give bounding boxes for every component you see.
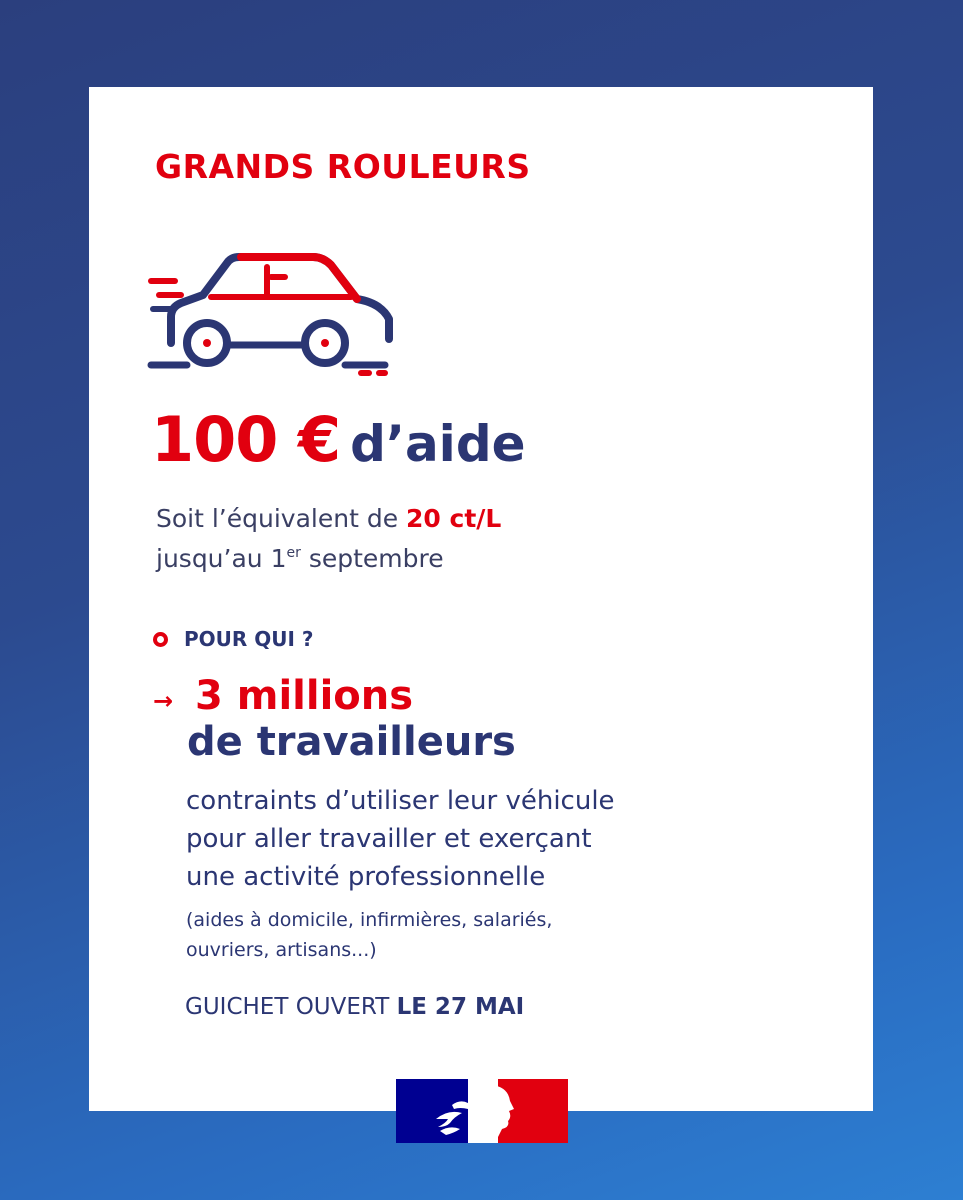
workers-count: 3 millions — [195, 673, 414, 719]
description-line: contraints d’utiliser leur véhicule — [186, 786, 615, 816]
until-sup: er — [286, 545, 301, 561]
arrow-right-icon: → — [153, 687, 174, 715]
example-line: ouvriers, artisans...) — [186, 939, 377, 961]
info-card — [89, 87, 873, 1111]
for-who-label: POUR QUI ? — [184, 627, 314, 651]
opening-prefix: GUICHET OUVERT — [185, 994, 390, 1020]
audience-description — [186, 782, 786, 896]
for-who-heading — [153, 627, 314, 651]
aid-amount-line — [151, 403, 526, 476]
example-line: (aides à domicile, infirmières, salariés, — [186, 909, 553, 931]
until-suffix: septembre — [308, 544, 444, 573]
audience-examples — [186, 905, 746, 965]
page-title: GRANDS ROULEURS — [155, 147, 531, 186]
description-line: une activité professionnelle — [186, 862, 546, 892]
opening-date-value: LE 27 MAI — [396, 994, 525, 1020]
workers-group: de travailleurs — [187, 719, 516, 765]
aid-amount-suffix: d’aide — [350, 415, 526, 473]
opening-date — [185, 994, 524, 1020]
car-icon — [145, 247, 405, 377]
circle-bullet-icon — [153, 632, 168, 647]
equiv-prefix: Soit l’équivalent de — [156, 504, 399, 533]
equivalent-text — [156, 501, 501, 576]
marianne-logo — [396, 1079, 568, 1143]
aid-amount: 100 € — [151, 403, 341, 476]
equiv-value: 20 ct/L — [406, 504, 502, 533]
description-line: pour aller travailler et exerçant — [186, 824, 592, 854]
until-prefix: jusqu’au 1 — [156, 544, 287, 573]
